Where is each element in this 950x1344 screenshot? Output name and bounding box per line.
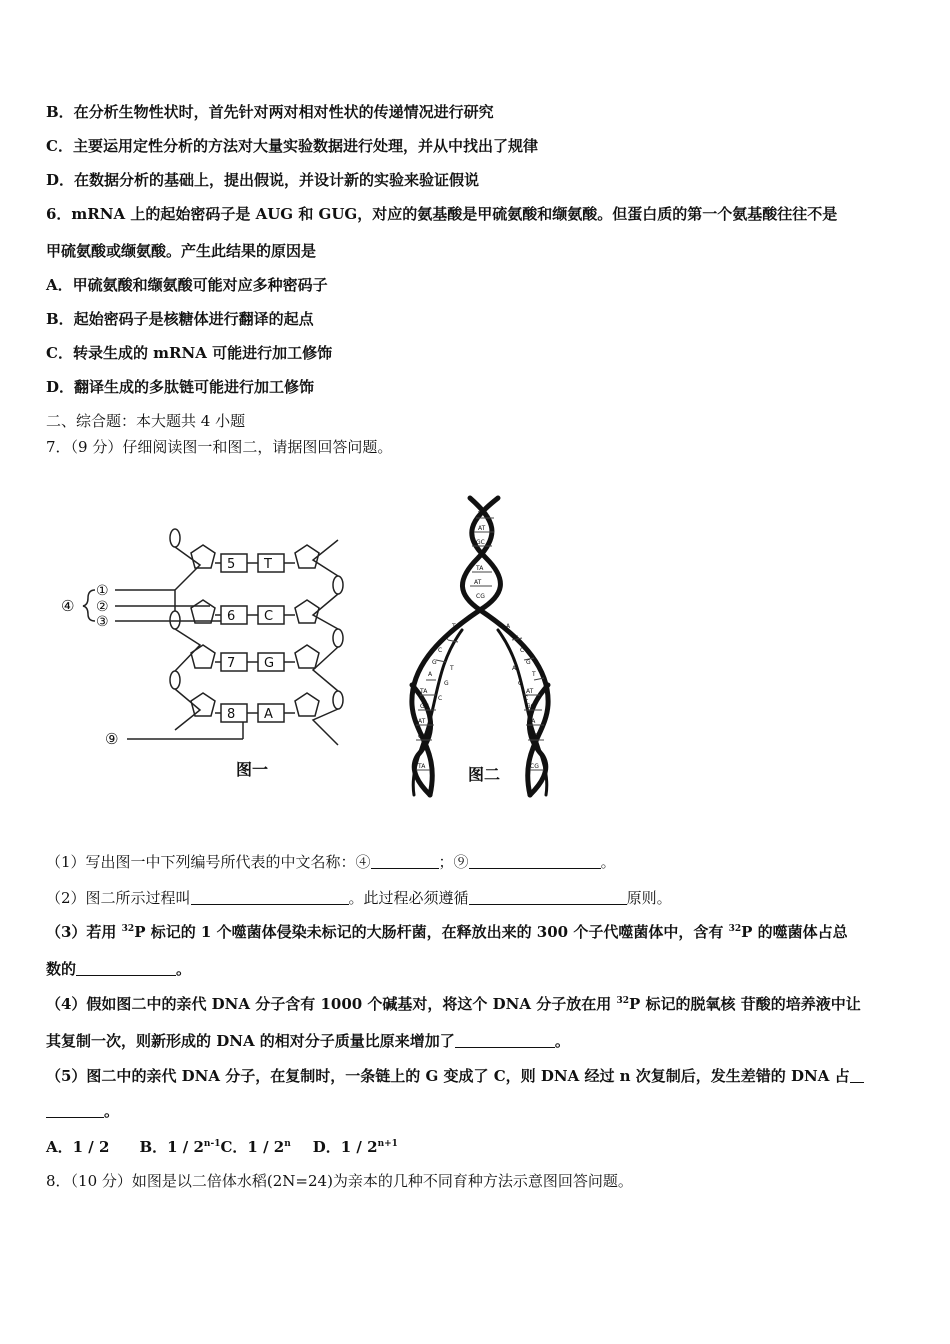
q7-part-5-line2 bbox=[46, 1101, 119, 1121]
fig2-pair-8: GC bbox=[420, 703, 429, 710]
q7-p3-text-b: P 标记的 1 个噬菌体侵染未标记的大肠杆菌，在释放出来的 300 个子代噬菌体中，含有 bbox=[134, 923, 729, 941]
fig2-letter-11: C bbox=[520, 647, 525, 654]
fig1-number-5: 5 bbox=[227, 557, 236, 572]
fig2-pair-16: CG bbox=[530, 763, 539, 770]
figure-2-dna-replication bbox=[400, 490, 580, 802]
q7-option-b bbox=[139, 1138, 220, 1156]
section-title: 二、综合题：本大题共 4 小题 bbox=[46, 412, 246, 430]
fig1-label-9: ⑨ bbox=[105, 730, 119, 748]
q7-option-a: A．1 / 2 bbox=[46, 1138, 110, 1156]
figure-1-caption: 图一 bbox=[236, 760, 269, 779]
fig2-pair-4: TA bbox=[476, 565, 484, 572]
q7-option-b-sup: n-1 bbox=[203, 1139, 221, 1149]
q7-p4-text-a: （4）假如图二中的亲代 DNA 分子含有 1000 个碱基对，将这个 DNA 分子放在用 bbox=[46, 995, 617, 1013]
q7-option-c-text: C．1 / 2 bbox=[220, 1138, 285, 1156]
q6-option-a: A．甲硫氨酸和缬氨酸可能对应多种密码子 bbox=[46, 276, 328, 294]
q7-p3-text-e: 。 bbox=[176, 960, 192, 978]
fig1-base-a: A bbox=[264, 707, 273, 722]
q7-p1-blank-1[interactable] bbox=[371, 853, 439, 869]
fig2-pair-1: TA bbox=[478, 511, 486, 518]
q7-options bbox=[46, 1137, 398, 1157]
q7-p2-text-c: 原则。 bbox=[626, 889, 672, 907]
fig2-pair-9: AT bbox=[418, 718, 426, 725]
q7-p5-blank-start[interactable] bbox=[850, 1067, 864, 1083]
q7-p4-sup: 32 bbox=[616, 996, 629, 1006]
figure-1-dna-structure bbox=[55, 520, 355, 780]
q5-option-d: D．在数据分析的基础上，提出假说，并设计新的实验来验证假说 bbox=[46, 171, 480, 189]
q7-p3-text-c: P 的噬菌体占总 bbox=[741, 923, 848, 941]
fig2-letter-4: G bbox=[432, 659, 437, 666]
fig1-label-3: ③ bbox=[96, 614, 109, 630]
fig2-letter-1: T bbox=[452, 623, 456, 630]
q6-stem-line1: 6．mRNA 上的起始密码子是 AUG 和 GUG，对应的氨基酸是甲硫氨酸和缬氨酸。但蛋白质的第一个氨基酸往往不是 bbox=[46, 205, 838, 223]
q7-p5-blank[interactable] bbox=[46, 1102, 104, 1118]
fig1-base-t: T bbox=[264, 557, 272, 572]
q6-stem-line2: 甲硫氨酸或缬氨酸。产生此结果的原因是 bbox=[46, 242, 317, 260]
fig2-letter-6: T bbox=[450, 665, 454, 672]
q7-part-1 bbox=[46, 852, 616, 872]
fig2-letter-15: G bbox=[518, 680, 523, 687]
q7-option-c-sup: n bbox=[284, 1139, 291, 1149]
q7-p4-text-c: 其复制一次，则新形成的 DNA 的相对分子质量比原来增加了 bbox=[46, 1032, 455, 1050]
fig2-letter-9: A bbox=[506, 623, 511, 630]
q6-option-b: B．起始密码子是核糖体进行翻译的起点 bbox=[46, 310, 314, 328]
fig1-number-7: 7 bbox=[227, 656, 236, 671]
q7-stem: 7．（9 分）仔细阅读图一和图二，请据图回答问题。 bbox=[46, 438, 393, 456]
q7-option-c bbox=[220, 1138, 290, 1156]
fig1-base-c: C bbox=[264, 609, 274, 624]
q7-p5-text-a: （5）图二中的亲代 DNA 分子，在复制时，一条链上的 G 变成了 C，则 DNA 经过 n 次复制后，发生差错的 DNA 占 bbox=[46, 1067, 850, 1085]
q7-p2-text-b: 。此过程必须遵循 bbox=[348, 889, 469, 907]
fig1-base-g: G bbox=[264, 656, 275, 671]
q7-p4-text-d: 。 bbox=[554, 1032, 570, 1050]
fig2-letter-8: C bbox=[438, 695, 443, 702]
fig2-pair-13: GC bbox=[526, 703, 535, 710]
fig1-label-2: ② bbox=[96, 599, 109, 615]
q7-part-5-line1 bbox=[46, 1066, 864, 1086]
q6-option-c: C．转录生成的 mRNA 可能进行加工修饰 bbox=[46, 344, 333, 362]
q7-part-2 bbox=[46, 888, 672, 908]
q5-option-b: B．在分析生物性状时，首先针对两对相对性状的传递情况进行研究 bbox=[46, 103, 494, 121]
q7-p4-text-b: P 标记的脱氧核 苷酸的培养液中让 bbox=[629, 995, 861, 1013]
q7-p3-sup-2: 32 bbox=[728, 924, 742, 934]
q7-part-3-line1 bbox=[46, 922, 848, 942]
q7-p2-blank-2[interactable] bbox=[469, 889, 627, 905]
q7-option-d-sup: n+1 bbox=[377, 1139, 398, 1149]
fig2-letter-2: A bbox=[444, 635, 449, 642]
q7-p4-blank[interactable] bbox=[455, 1032, 555, 1048]
fig2-letter-16: C bbox=[524, 695, 529, 702]
q8-stem: 8．（10 分）如图是以二倍体水稻(2N=24)为亲本的几种不同育种方法示意图回答问题。 bbox=[46, 1172, 633, 1190]
q7-option-d bbox=[313, 1138, 398, 1156]
figure-2-caption: 图二 bbox=[468, 765, 501, 784]
fig2-letter-14: A bbox=[512, 665, 517, 672]
fig2-letter-5: A bbox=[428, 671, 433, 678]
fig2-pair-14: TA bbox=[528, 718, 536, 725]
q7-option-d-text: D．1 / 2 bbox=[312, 1138, 378, 1156]
q7-p3-text-d: 数的 bbox=[46, 960, 77, 978]
fig2-pair-3: GC bbox=[476, 539, 485, 546]
q7-part-4-line1 bbox=[46, 994, 861, 1014]
fig1-number-6: 6 bbox=[227, 609, 236, 624]
fig2-pair-11: TA bbox=[418, 763, 426, 770]
fig2-letter-3: C bbox=[438, 647, 443, 654]
q7-part-4-line2 bbox=[46, 1031, 570, 1051]
fig2-pair-2: AT bbox=[478, 525, 486, 532]
fig2-pair-12: AT bbox=[526, 688, 534, 695]
q7-p1-text-b: ；⑨ bbox=[438, 853, 469, 871]
q7-p1-blank-2[interactable] bbox=[469, 853, 601, 869]
q7-option-b-text: B．1 / 2 bbox=[139, 1138, 204, 1156]
q7-p3-blank[interactable] bbox=[76, 960, 176, 976]
q6-option-d: D．翻译生成的多肽链可能进行加工修饰 bbox=[46, 378, 315, 396]
fig2-pair-6: CG bbox=[476, 593, 485, 600]
fig2-pair-10: CG bbox=[418, 733, 427, 740]
q7-p1-text-c: 。 bbox=[600, 853, 616, 871]
q7-p3-sup-1: 32 bbox=[121, 924, 135, 934]
q7-p2-blank-1[interactable] bbox=[191, 889, 349, 905]
q5-option-c: C．主要运用定性分析的方法对大量实验数据进行处理，并从中找出了规律 bbox=[46, 137, 538, 155]
fig2-letter-13: T bbox=[532, 671, 536, 678]
fig2-letter-12: G bbox=[526, 659, 531, 666]
q7-p5-text-b: 。 bbox=[104, 1102, 120, 1120]
fig2-pair-7: TA bbox=[420, 688, 428, 695]
fig1-number-8: 8 bbox=[227, 707, 236, 722]
q7-p1-text-a: （1）写出图一中下列编号所代表的中文名称：④ bbox=[46, 853, 371, 871]
fig2-pair-5: AT bbox=[474, 579, 482, 586]
q7-p3-text-a: （3）若用 bbox=[46, 923, 122, 941]
fig2-pair-15: AT bbox=[530, 733, 538, 740]
fig2-letter-7: G bbox=[444, 680, 449, 687]
fig1-label-4: ④ bbox=[61, 597, 75, 615]
q7-part-3-line2 bbox=[46, 959, 191, 979]
fig1-label-1: ① bbox=[96, 583, 109, 599]
q7-p2-text-a: （2）图二所示过程叫 bbox=[46, 889, 191, 907]
fig2-letter-10: T bbox=[514, 635, 518, 642]
